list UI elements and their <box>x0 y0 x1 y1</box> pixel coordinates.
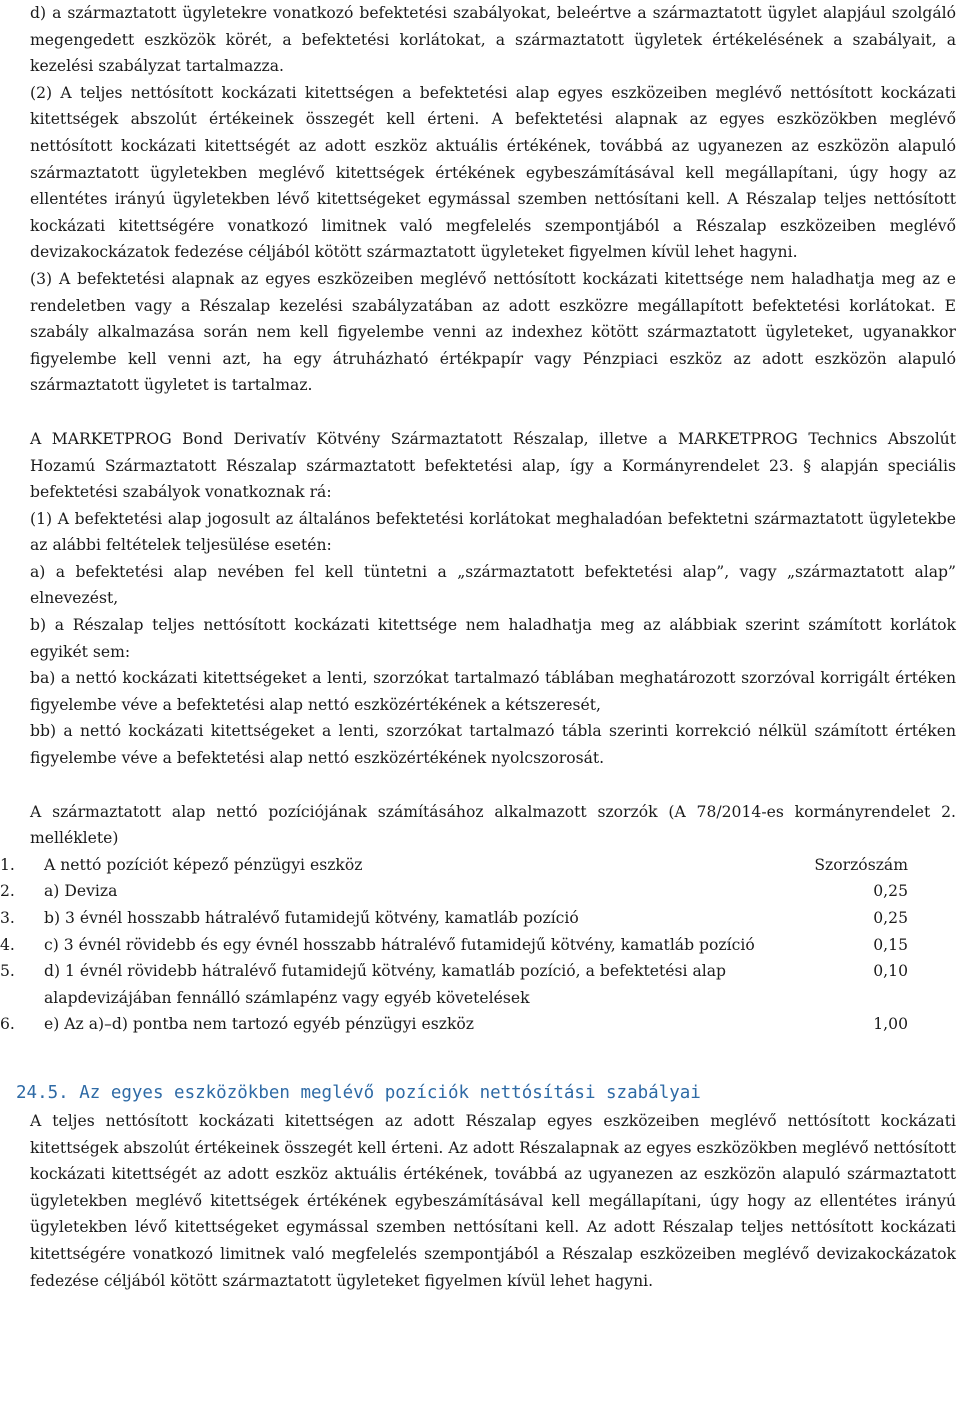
table-row <box>0 932 908 959</box>
row-number: 1. <box>0 855 15 874</box>
spacer <box>30 772 956 799</box>
table-caption: A származtatott alap nettó pozíciójának számításához alkalmazott szorzók (A 78/2014-es kormányrendelet 2. melléklete) <box>30 802 956 848</box>
row-multiplier: 0,10 <box>873 962 908 981</box>
table-row <box>0 878 908 905</box>
paragraph-2-net-exposure: (2) A teljes nettósított kockázati kitettségen a befektetési alap egyes eszközeiben meglévő nettósított kockázati kitettségek abszolút értékeinek összegét kell érteni. A befektetési alapnak az egyes eszközökben meglévő nettósított kockázati kitettségét az adott eszköz aktuális értékének, továbbá az ugyanezen az eszközön alapuló származtatott ügyletekben meglévő kitettségek értékének egybeszámításával kell megállapítani, úgy hogy az ellentétes irányú ügyletekben lévő kitettségeket egymással szemben nettósítani kell. A Részalap teljes nettósított kockázati kitettségére vonatkozó limitnek való megfelelés szempontjából a Részalap eszközeiben meglévő devizakockázatok fedezése céljából kötött származtatott ügyleteket figyelmen kívül lehet hagyni. <box>30 83 956 262</box>
row-multiplier: 0,25 <box>873 909 908 927</box>
paragraph-3-limits: (3) A befektetési alapnak az egyes eszközeiben meglévő nettósított kockázati kitettsége nem haladhatja meg az e rendeletben vagy a Részalap kezelési szabályzatában az adott eszközre megállapított befektetési korlátokat. E szabály alkalmazása során nem kell figyelembe venni az indexhez kötött származtatott ügyleteket, ugyanakkor figyelembe kell venni azt, ha egy átruházható értékpapír vagy Pénzpiaci eszköz az adott eszközön alapuló származtatott ügyletet is tartalmaz. <box>30 269 956 395</box>
row-multiplier: 0,25 <box>873 882 908 901</box>
paragraph-d-derivatives: d) a származtatott ügyletekre vonatkozó befektetési szabályokat, beleértve a származtatott ügylet alapjául szolgáló megengedett eszközök körét, a befektetési korlátokat, a származtatott ügyletek értékelésének a szabályait, a kezelési szabályzat tartalmazza. <box>30 4 956 76</box>
paragraph-bb: bb) a nettó kockázati kitettségeket a lenti, szorzókat tartalmazó tábla szerinti korrekció nélkül számított értéken figyelembe véve a befektetési alap nettó eszközértékének nyolcszorosát. <box>30 722 956 768</box>
row-number: 2. <box>0 882 15 901</box>
paragraph-a-naming: a) a befektetési alap nevében fel kell tüntetni a „származtatott befektetési alap”, vagy „származtatott alap” elnevezést, <box>30 562 956 608</box>
section-heading: 24.5. Az egyes eszközökben meglévő pozíciók nettósítási szabályai <box>16 1082 701 1103</box>
row-number: 4. <box>0 935 15 954</box>
table-row <box>0 958 908 1011</box>
spacer <box>30 1038 956 1058</box>
row-multiplier: 1,00 <box>873 1015 908 1034</box>
row-instrument: c) 3 évnél rövidebb és egy évnél hosszabb hátralévő futamidejű kötvény, kamatláb pozíció <box>44 935 755 954</box>
multiplier-table <box>0 852 908 1038</box>
table-row <box>0 852 908 879</box>
row-instrument: d) 1 évnél rövidebb hátralévő futamidejű kötvény, kamatláb pozíció, a befektetési alap alapdevizájában fennálló számlapénz vagy egyéb követelések <box>44 962 727 1007</box>
row-number: 5. <box>0 962 15 981</box>
row-multiplier: Szorzószám <box>814 855 908 874</box>
row-instrument: a) Deviza <box>44 882 118 901</box>
row-instrument: e) Az a)–d) pontba nem tartozó egyéb pénzügyi eszköz <box>44 1015 475 1034</box>
spacer <box>30 399 956 426</box>
paragraph-subfunds: A MARKETPROG Bond Derivatív Kötvény Származtatott Részalap, illetve a MARKETPROG Technics Abszolút Hozamú Származtatott Részalap származtatott befektetési alap, így a Kormányrendelet 23. § alapján speciális befektetési szabályok vonatkoznak rá: <box>30 429 956 502</box>
paragraph-ba: ba) a nettó kockázati kitettségeket a lenti, szorzókat tartalmazó táblában meghatározott szorzóval korrigált értéken figyelembe véve a befektetési alap nettó eszközértékének a kétszeresét, <box>30 669 956 714</box>
table-row <box>0 1011 908 1038</box>
table-row <box>0 905 908 932</box>
row-instrument: A nettó pozíciót képező pénzügyi eszköz <box>44 855 363 874</box>
paragraph-1-conditions: (1) A befektetési alap jogosult az általános befektetési korlátokat meghaladóan befektetni származtatott ügyletekbe az alábbi feltételek teljesülése esetén: <box>30 509 956 555</box>
spacer <box>30 1058 956 1078</box>
row-instrument: b) 3 évnél hosszabb hátralévő futamidejű kötvény, kamatláb pozíció <box>44 909 579 927</box>
row-multiplier: 0,15 <box>873 935 908 954</box>
section-body: A teljes nettósított kockázati kitettségen az adott Részalap egyes eszközeiben meglévő nettósított kockázati kitettségek abszolút értékeinek összegét kell érteni. Az adott Részalapnak az egyes eszközökben meglévő nettósított kockázati kitettségét az adott eszköz aktuális értékének, továbbá az ugyanezen az eszközön alapuló származtatott ügyletekben meglévő kitettségek értékének egybeszámításával kell megállapítani, úgy hogy az ellentétes irányú ügyletekben lévő kitettségeket egymással szemben nettósítani kell. Az adott Részalap teljes nettósított kockázati kitettségére vonatkozó limitnek való megfelelés szempontjából a Részalap eszközeiben meglévő devizakockázatok fedezése céljából kötött származtatott ügyleteket figyelmen kívül lehet hagyni. <box>30 1111 956 1290</box>
paragraph-b-limits: b) a Részalap teljes nettósított kockázati kitettsége nem haladhatja meg az alábbiak szerint számított korlátok egyikét sem: <box>30 616 956 661</box>
row-number: 6. <box>0 1015 15 1034</box>
row-number: 3. <box>0 909 15 927</box>
